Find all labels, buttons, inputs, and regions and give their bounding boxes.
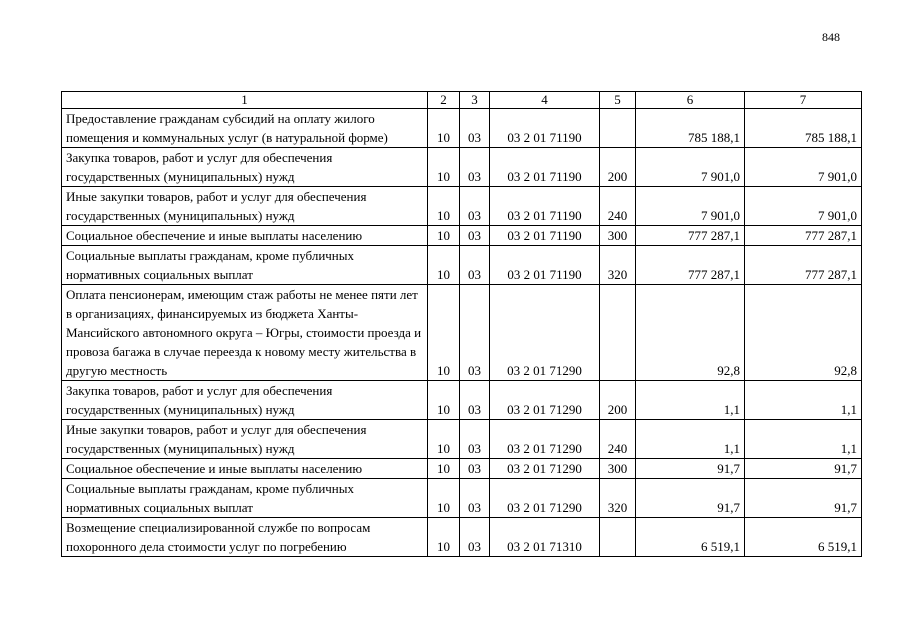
amount-cell: 785 188,1 [636, 109, 745, 148]
amount-cell: 1,1 [636, 420, 745, 459]
section-cell: 10 [428, 518, 460, 557]
table-row [62, 187, 862, 226]
page-number: 848 [822, 30, 840, 44]
subsection-cell: 03 [460, 109, 490, 148]
section-cell: 10 [428, 479, 460, 518]
expense-type-cell: 300 [600, 459, 636, 479]
row-name-cell: Предоставление гражданам субсидий на оплату жилого помещения и коммунальных услуг (в натуральной форме) [62, 109, 428, 148]
subsection-cell: 03 [460, 226, 490, 246]
expense-type-cell: 200 [600, 381, 636, 420]
amount-cell: 777 287,1 [636, 246, 745, 285]
column-header: 3 [460, 92, 490, 109]
table-row [62, 479, 862, 518]
target-article-cell: 03 2 01 71290 [490, 285, 600, 381]
expense-type-cell: 300 [600, 226, 636, 246]
expense-type-cell: 240 [600, 420, 636, 459]
section-cell: 10 [428, 459, 460, 479]
column-header: 1 [62, 92, 428, 109]
amount-cell: 91,7 [636, 479, 745, 518]
target-article-cell: 03 2 01 71290 [490, 479, 600, 518]
column-header: 7 [745, 92, 862, 109]
section-cell: 10 [428, 420, 460, 459]
amount-cell: 7 901,0 [636, 187, 745, 226]
row-name-cell: Иные закупки товаров, работ и услуг для обеспечения государственных (муниципальных) нужд [62, 187, 428, 226]
subsection-cell: 03 [460, 187, 490, 226]
section-cell: 10 [428, 148, 460, 187]
table-row [62, 148, 862, 187]
column-header: 6 [636, 92, 745, 109]
target-article-cell: 03 2 01 71190 [490, 109, 600, 148]
row-name-cell: Закупка товаров, работ и услуг для обеспечения государственных (муниципальных) нужд [62, 148, 428, 187]
table-row [62, 381, 862, 420]
row-name-cell: Возмещение специализированной службе по вопросам похоронного дела стоимости услуг по погребению [62, 518, 428, 557]
expense-type-cell: 200 [600, 148, 636, 187]
amount-cell: 785 188,1 [745, 109, 862, 148]
expense-type-cell [600, 285, 636, 381]
expense-type-cell: 320 [600, 246, 636, 285]
target-article-cell: 03 2 01 71190 [490, 148, 600, 187]
column-header: 2 [428, 92, 460, 109]
row-name-cell: Закупка товаров, работ и услуг для обеспечения государственных (муниципальных) нужд [62, 381, 428, 420]
subsection-cell: 03 [460, 246, 490, 285]
amount-cell: 7 901,0 [745, 187, 862, 226]
expense-type-cell: 240 [600, 187, 636, 226]
table-row [62, 420, 862, 459]
row-name-cell: Иные закупки товаров, работ и услуг для обеспечения государственных (муниципальных) нужд [62, 420, 428, 459]
amount-cell: 91,7 [745, 479, 862, 518]
section-cell: 10 [428, 109, 460, 148]
amount-cell: 1,1 [636, 381, 745, 420]
subsection-cell: 03 [460, 479, 490, 518]
expense-type-cell [600, 518, 636, 557]
amount-cell: 777 287,1 [745, 226, 862, 246]
amount-cell: 7 901,0 [745, 148, 862, 187]
table-row [62, 109, 862, 148]
target-article-cell: 03 2 01 71290 [490, 459, 600, 479]
subsection-cell: 03 [460, 285, 490, 381]
amount-cell: 6 519,1 [745, 518, 862, 557]
amount-cell: 91,7 [745, 459, 862, 479]
expense-type-cell [600, 109, 636, 148]
row-name-cell: Социальное обеспечение и иные выплаты населению [62, 226, 428, 246]
table-row [62, 459, 862, 479]
table-row [62, 226, 862, 246]
table-row [62, 285, 862, 381]
subsection-cell: 03 [460, 459, 490, 479]
column-header: 5 [600, 92, 636, 109]
target-article-cell: 03 2 01 71190 [490, 246, 600, 285]
amount-cell: 777 287,1 [636, 226, 745, 246]
budget-table [61, 91, 862, 557]
amount-cell: 1,1 [745, 381, 862, 420]
section-cell: 10 [428, 226, 460, 246]
row-name-cell: Социальные выплаты гражданам, кроме публичных нормативных социальных выплат [62, 479, 428, 518]
expense-type-cell: 320 [600, 479, 636, 518]
section-cell: 10 [428, 187, 460, 226]
amount-cell: 1,1 [745, 420, 862, 459]
table-row [62, 518, 862, 557]
target-article-cell: 03 2 01 71310 [490, 518, 600, 557]
row-name-cell: Социальное обеспечение и иные выплаты населению [62, 459, 428, 479]
target-article-cell: 03 2 01 71190 [490, 187, 600, 226]
subsection-cell: 03 [460, 420, 490, 459]
subsection-cell: 03 [460, 518, 490, 557]
section-cell: 10 [428, 285, 460, 381]
table-header-row [62, 92, 862, 109]
amount-cell: 6 519,1 [636, 518, 745, 557]
target-article-cell: 03 2 01 71190 [490, 226, 600, 246]
subsection-cell: 03 [460, 381, 490, 420]
amount-cell: 777 287,1 [745, 246, 862, 285]
amount-cell: 91,7 [636, 459, 745, 479]
target-article-cell: 03 2 01 71290 [490, 381, 600, 420]
amount-cell: 92,8 [745, 285, 862, 381]
subsection-cell: 03 [460, 148, 490, 187]
section-cell: 10 [428, 246, 460, 285]
table-row [62, 246, 862, 285]
amount-cell: 7 901,0 [636, 148, 745, 187]
row-name-cell: Социальные выплаты гражданам, кроме публичных нормативных социальных выплат [62, 246, 428, 285]
amount-cell: 92,8 [636, 285, 745, 381]
target-article-cell: 03 2 01 71290 [490, 420, 600, 459]
row-name-cell: Оплата пенсионерам, имеющим стаж работы не менее пяти лет в организациях, финансируемых из бюджета Ханты-Мансийского автономного округа – Югры, стоимости проезда и провоза багажа в случае переезда к новому месту жительства в другую местность [62, 285, 428, 381]
section-cell: 10 [428, 381, 460, 420]
column-header: 4 [490, 92, 600, 109]
